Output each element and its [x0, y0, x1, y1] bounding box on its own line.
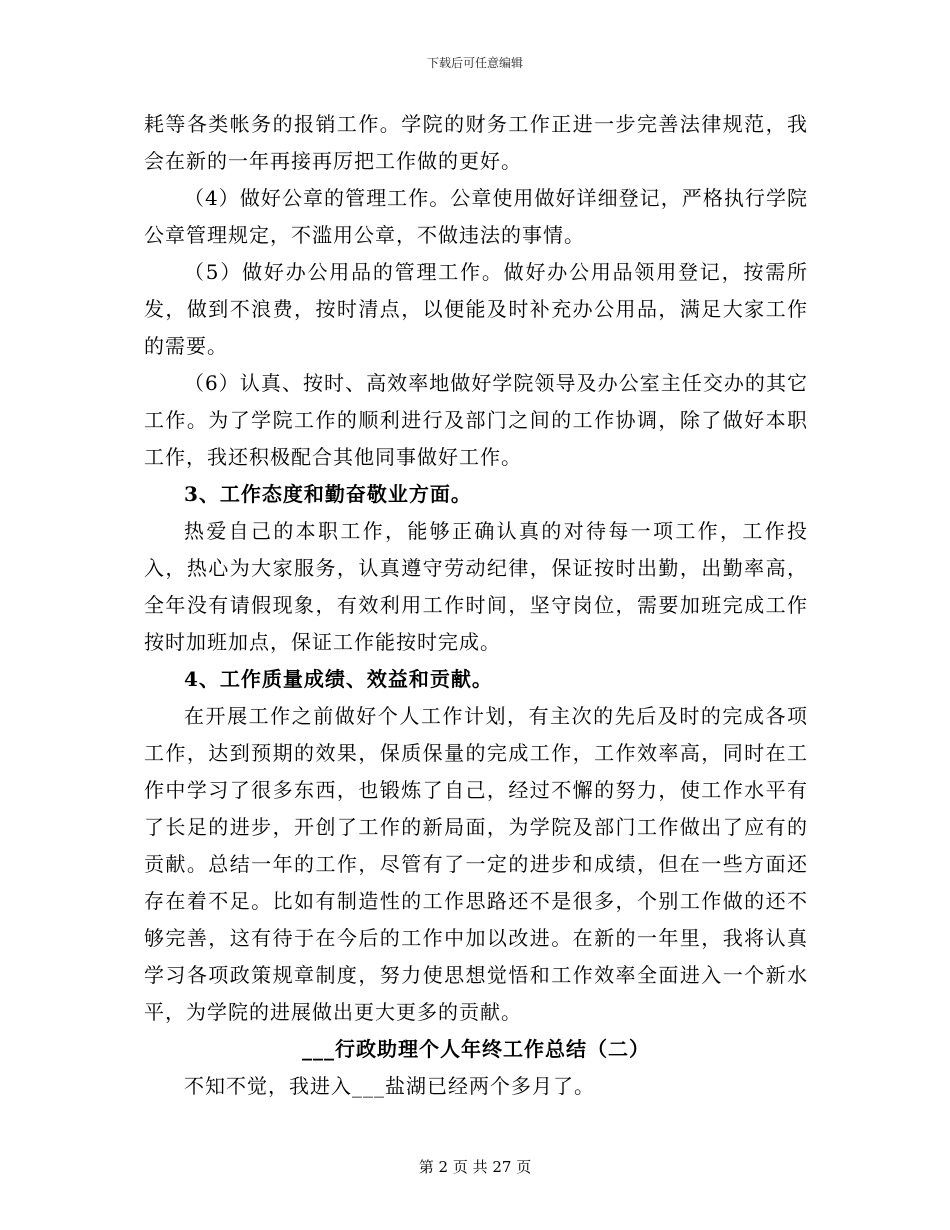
- paragraph-quality: 在开展工作之前做好个人工作计划，有主次的先后及时的完成各项工作，达到预期的效果，保质保量的完成工作，工作效率高，同时在工作中学习了很多东西，也锻炼了自己，经过不懈的努力，使工作水平有了长足的进步，开创了工作的新局面，为学院及部门工作做出了应有的贡献。总结一年的工作，尽管有了一定的进步和成绩，但在一些方面还存在着不足。比如有制造性的工作思路还不是很多，个别工作做的还不够完善，这有待于在今后的工作中加以改进。在新的一年里，我将认真学习各项政策规章制度，努力使思想觉悟和工作效率全面进入一个新水平，为学院的进展做出更大更多的贡献。: [144, 704, 808, 1024]
- paragraph-attitude: 热爱自己的本职工作，能够正确认真的对待每一项工作，工作投入，热心为大家服务，认真遵守劳动纪律，保证按时出勤，出勤率高，全年没有请假现象，有效利用工作时间，坚守岗位，需要加班完成工作按时加班加点，保证工作能按时完成。: [144, 519, 808, 654]
- page-number: 第 2 页 共 27 页: [418, 1158, 532, 1176]
- paragraph-intro-part2: 不知不觉，我进入___盐湖已经两个多月了。: [184, 1074, 595, 1098]
- paragraph-item-4: （4）做好公章的管理工作。公章使用做好详细登记，严格执行学院公章管理规定，不滥用公章，不做违法的事情。: [144, 186, 808, 247]
- document-body: [144, 106, 808, 1105]
- paragraph-item-5: （5）做好办公用品的管理工作。做好办公用品领用登记，按需所发，做到不浪费，按时清点，以便能及时补充办公用品，满足大家工作的需要。: [144, 260, 808, 358]
- section-heading-3: 3、工作态度和勤奋敬业方面。: [184, 482, 472, 506]
- paragraph-item-6: （6）认真、按时、高效率地做好学院领导及办公室主任交办的其它工作。为了学院工作的顺利进行及部门之间的工作协调，除了做好本职工作，我还积极配合其他同事做好工作。: [144, 371, 808, 469]
- document-subtitle: ___行政助理个人年终工作总结（二）: [302, 1037, 650, 1061]
- paragraph-continuation: 耗等各类帐务的报销工作。学院的财务工作正进一步完善法律规范，我会在新的一年再接再厉把工作做的更好。: [144, 112, 808, 173]
- header-note: 下载后可任意编辑: [426, 56, 523, 70]
- section-heading-4: 4、工作质量成绩、效益和贡献。: [184, 667, 493, 691]
